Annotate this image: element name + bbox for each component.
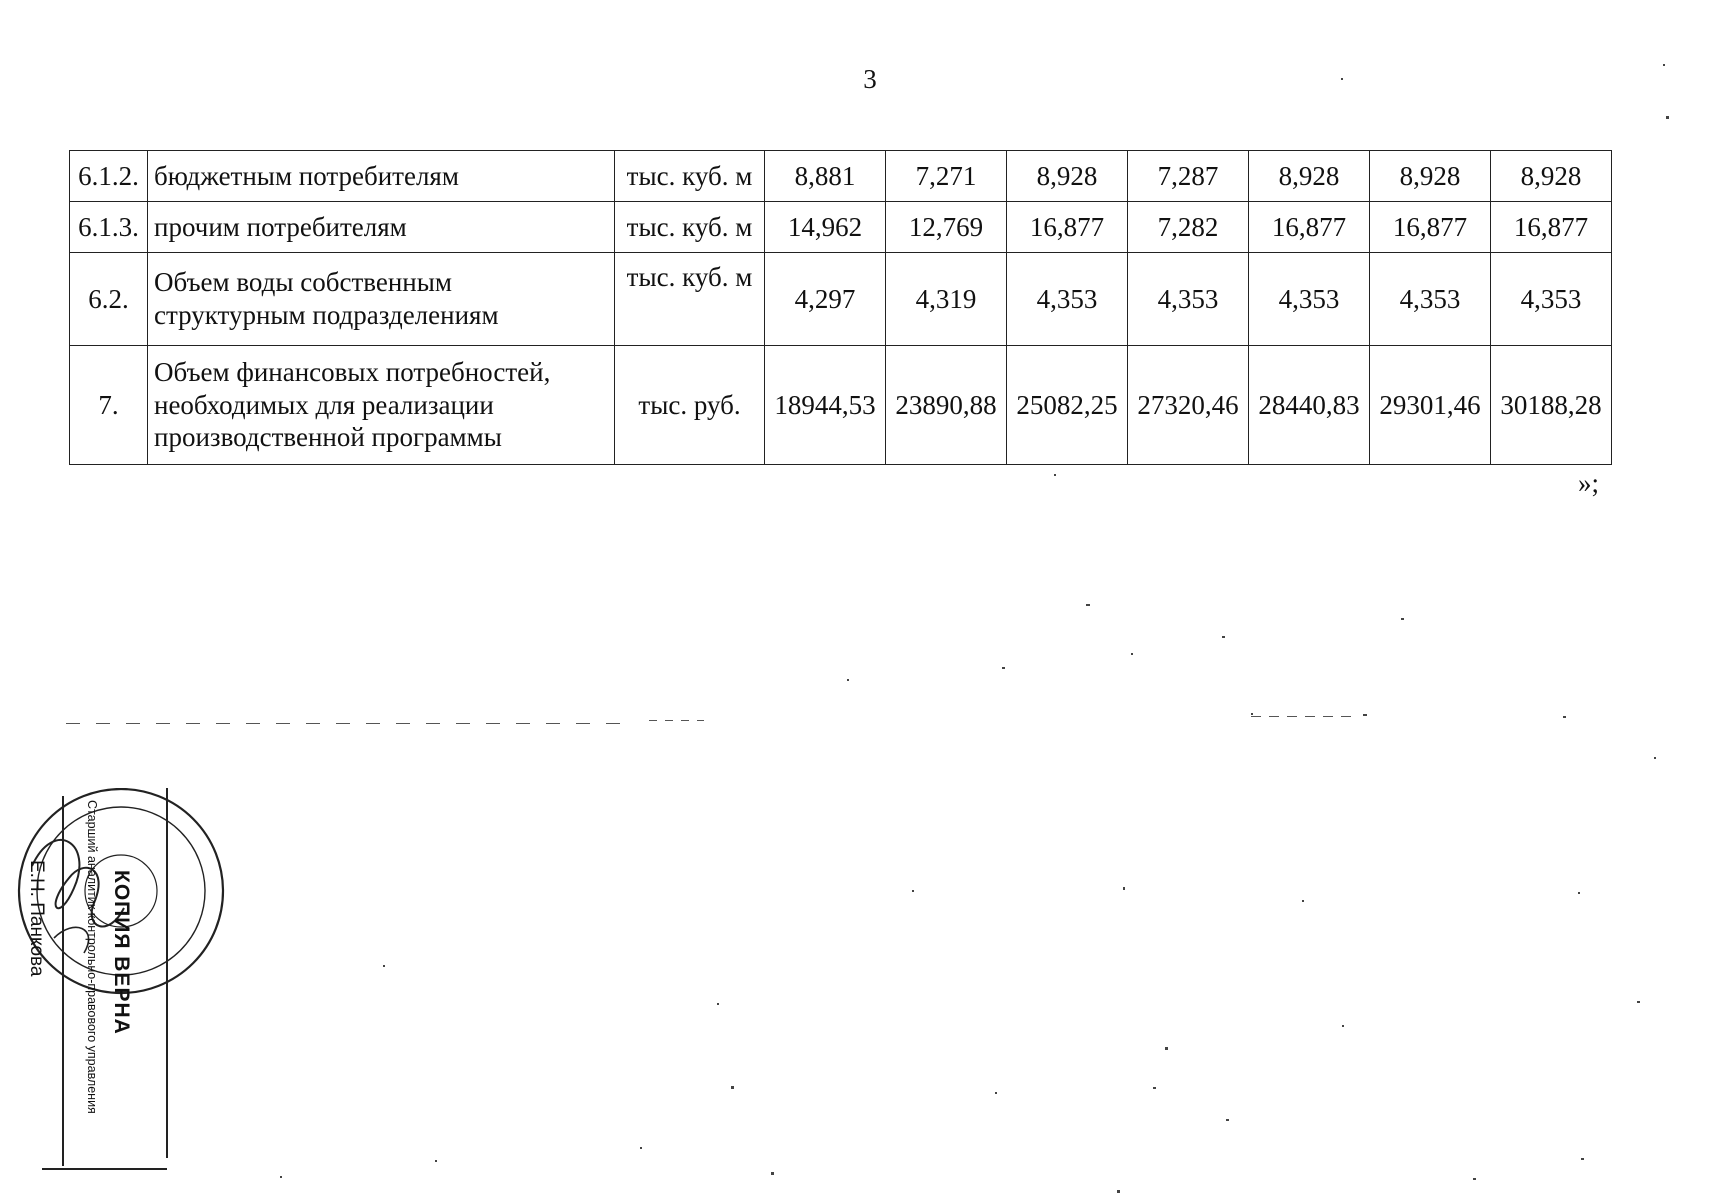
certification-stamp (14, 788, 234, 1178)
row-unit: тыс. куб. м (615, 151, 765, 202)
row-value: 14,962 (765, 202, 886, 253)
row-value: 4,353 (1491, 253, 1612, 346)
row-value: 4,353 (1007, 253, 1128, 346)
row-unit: тыс. руб. (615, 346, 765, 465)
row-value: 30188,28 (1491, 346, 1612, 465)
table-row (70, 151, 1612, 202)
stamp-signer: Е.Н. Панкова (26, 860, 47, 977)
stamp-heading: КОПИЯ ВЕРНА (110, 870, 133, 1035)
row-number: 7. (70, 346, 148, 465)
row-value: 18944,53 (765, 346, 886, 465)
row-name: прочим потребителям (148, 202, 615, 253)
stamp-position: Старший аналитик контрольно-правового управления (85, 800, 99, 1114)
row-name: Объем финансовых потребностей, необходимых для реализации производственной программы (148, 346, 615, 465)
table-row (70, 346, 1612, 465)
row-unit: тыс. куб. м (615, 202, 765, 253)
row-value: 4,319 (886, 253, 1007, 346)
row-value: 7,282 (1128, 202, 1249, 253)
row-value: 29301,46 (1370, 346, 1491, 465)
row-name: бюджетным потребителям (148, 151, 615, 202)
row-value: 12,769 (886, 202, 1007, 253)
table-row (70, 202, 1612, 253)
row-value: 7,287 (1128, 151, 1249, 202)
row-value: 8,928 (1370, 151, 1491, 202)
row-value: 8,928 (1007, 151, 1128, 202)
row-number: 6.1.3. (70, 202, 148, 253)
row-value: 7,271 (886, 151, 1007, 202)
page-number: 3 (863, 64, 877, 94)
closing-quote: »; (1578, 468, 1600, 498)
row-value: 27320,46 (1128, 346, 1249, 465)
row-value: 4,353 (1249, 253, 1370, 346)
row-value: 16,877 (1249, 202, 1370, 253)
row-value: 4,353 (1370, 253, 1491, 346)
row-value: 25082,25 (1007, 346, 1128, 465)
stamp-text (25, 800, 177, 1160)
table-row (70, 253, 1612, 346)
row-value: 16,877 (1007, 202, 1128, 253)
row-number: 6.1.2. (70, 151, 148, 202)
row-value: 4,353 (1128, 253, 1249, 346)
row-value: 16,877 (1491, 202, 1612, 253)
row-number: 6.2. (70, 253, 148, 346)
row-unit: тыс. куб. м (615, 253, 765, 346)
row-value: 8,881 (765, 151, 886, 202)
row-value: 4,297 (765, 253, 886, 346)
row-value: 23890,88 (886, 346, 1007, 465)
row-value: 16,877 (1370, 202, 1491, 253)
row-value: 8,928 (1249, 151, 1370, 202)
row-name: Объем воды собственным структурным подразделениям (148, 253, 615, 346)
row-value: 8,928 (1491, 151, 1612, 202)
row-value: 28440,83 (1249, 346, 1370, 465)
data-table (69, 150, 1612, 465)
